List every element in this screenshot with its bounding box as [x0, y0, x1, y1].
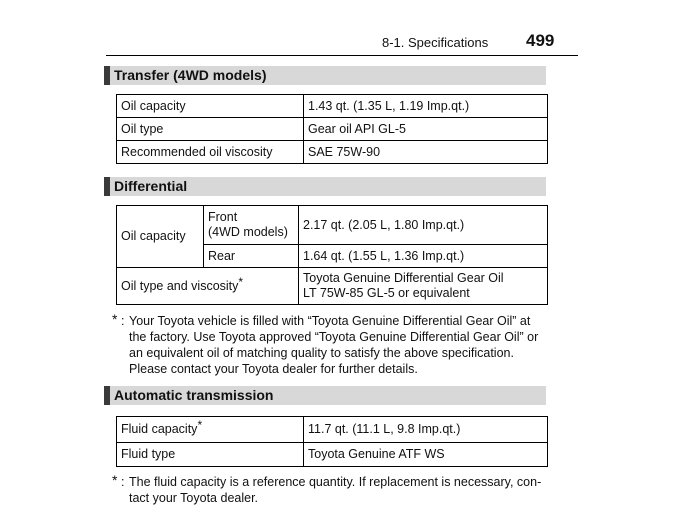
- row-label: Recommended oil viscosity: [117, 141, 304, 164]
- rear-value: 1.64 qt. (1.55 L, 1.36 Imp.qt.): [299, 245, 548, 268]
- note-line: an equivalent oil of matching quality to satisfy the above specification.: [129, 346, 514, 360]
- page-number: 499: [526, 31, 555, 50]
- page-header: [0, 0, 689, 56]
- section-title-automatic-transmission: Automatic transmission: [104, 386, 546, 405]
- row-value: 11.7 qt. (11.1 L, 9.8 Imp.qt.): [304, 417, 548, 443]
- table-row: [117, 417, 548, 443]
- table-row: [117, 95, 548, 118]
- header-rule: [106, 55, 578, 56]
- oil-type-label: Oil type and viscosity*: [117, 268, 299, 305]
- table-row: [117, 443, 548, 467]
- transmission-note: * : The fluid capacity is a reference quantity. If replacement is necessary, con- tact your Toyota dealer.: [112, 474, 545, 506]
- note-line: Please contact your Toyota dealer for further details.: [129, 362, 418, 376]
- front-value: 2.17 qt. (2.05 L, 1.80 Imp.qt.): [299, 206, 548, 245]
- table-row: [117, 268, 548, 305]
- oil-type-value: Toyota Genuine Differential Gear Oil LT 75W-85 GL-5 or equivalent: [299, 268, 548, 305]
- note-line: Your Toyota vehicle is filled with “Toyota Genuine Differential Gear Oil” at: [129, 314, 531, 328]
- differential-table: [116, 205, 548, 305]
- row-label: Oil capacity: [117, 95, 304, 118]
- differential-note: * : Your Toyota vehicle is filled with “Toyota Genuine Differential Gear Oil” at the factory. Use Toyota approved “Toyota Genuine Differential Gear Oil” or an equivalent oil of matching quality to satisfy the above specification. Please contact your Toyota dealer for further details.: [112, 313, 545, 377]
- row-value: Toyota Genuine ATF WS: [304, 443, 548, 467]
- table-row: [117, 206, 548, 245]
- transmission-table: [116, 416, 548, 467]
- note-line: the factory. Use Toyota approved “Toyota Genuine Differential Gear Oil” or: [129, 330, 539, 344]
- asterisk-mark: *: [238, 274, 244, 289]
- row-label: Fluid type: [117, 443, 304, 467]
- table-row: [117, 118, 548, 141]
- transfer-table: [116, 94, 548, 164]
- row-value: SAE 75W-90: [304, 141, 548, 164]
- oil-capacity-label: Oil capacity: [117, 206, 204, 268]
- note-line: tact your Toyota dealer.: [129, 491, 259, 505]
- section-name: 8-1. Specifications: [382, 35, 489, 50]
- section-title-differential: Differential: [104, 177, 546, 196]
- row-label: Oil type: [117, 118, 304, 141]
- note-line: The fluid capacity is a reference quantity. If replacement is necessary, con-: [129, 475, 542, 489]
- rear-label: Rear: [204, 245, 299, 268]
- section-title-transfer: Transfer (4WD models): [104, 66, 546, 85]
- table-row: [117, 141, 548, 164]
- front-label: Front (4WD models): [204, 206, 299, 245]
- row-label: Fluid capacity*: [117, 417, 304, 443]
- row-value: 1.43 qt. (1.35 L, 1.19 Imp.qt.): [304, 95, 548, 118]
- asterisk-mark: *: [197, 418, 203, 432]
- row-value: Gear oil API GL-5: [304, 118, 548, 141]
